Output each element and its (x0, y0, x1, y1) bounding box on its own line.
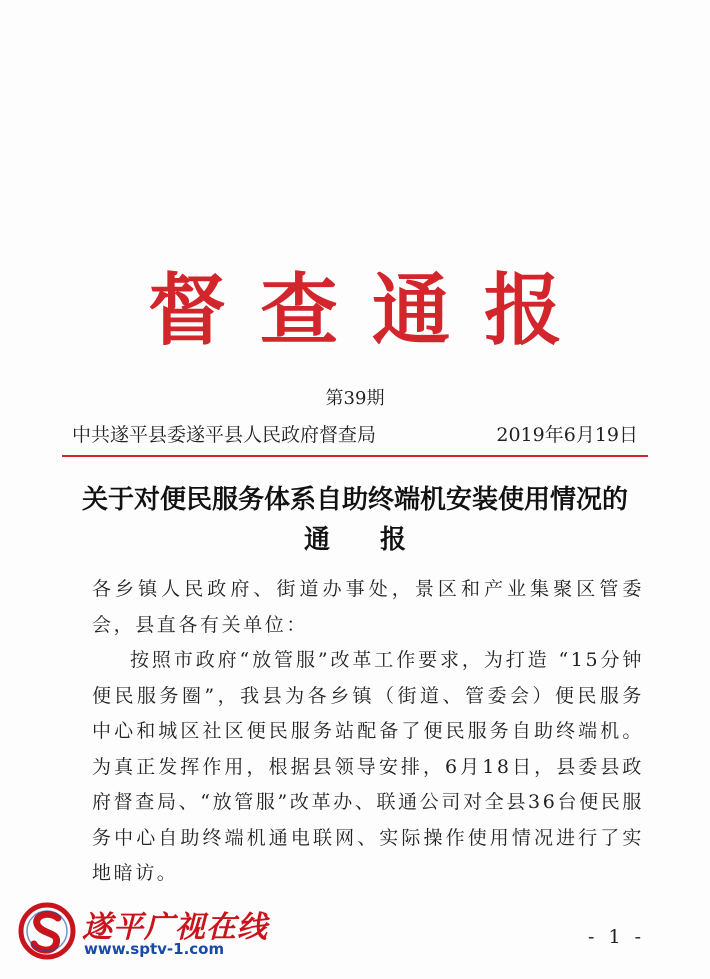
document-title (0, 480, 710, 560)
salutation: 各乡镇人民政府、街道办事处，景区和产业集聚区管委会，县直各有关单位： (92, 578, 644, 636)
masthead-title: 督查通报 (147, 265, 596, 356)
sptv-logo-icon (18, 902, 76, 960)
logo-name: 遂平广视在线 (82, 910, 268, 945)
issue-number: 第39期 (325, 388, 385, 409)
page-number: - 1 - (588, 926, 646, 948)
document-title-line2: 通报 (303, 525, 456, 555)
logo-url: www.sptv-1.com (84, 940, 225, 958)
document-title-line1: 关于对便民服务体系自助终端机安装使用情况的 (81, 485, 628, 515)
station-logo (18, 900, 278, 962)
issue-date: 2019年6月19日 (496, 424, 638, 446)
red-divider (62, 455, 648, 457)
document-body (92, 572, 644, 892)
issuer-row (72, 420, 638, 447)
body-paragraph: 按照市政府“放管服”改革工作要求，为打造 “15分钟便民服务圈”，我县为各乡镇（街道、管委会）便民服务中心和城区社区便民服务站配备了便民服务自助终端机。为真正发挥作用，根据县领导安排，6月18日，县委县政府督查局、“放管服”改革办、联通公司对全县36台便民服务中心自助终端机通电联网、实际操作使用情况进行了实地暗访。 (92, 649, 644, 884)
issuer-name: 中共遂平县委遂平县人民政府督查局 (72, 424, 377, 446)
